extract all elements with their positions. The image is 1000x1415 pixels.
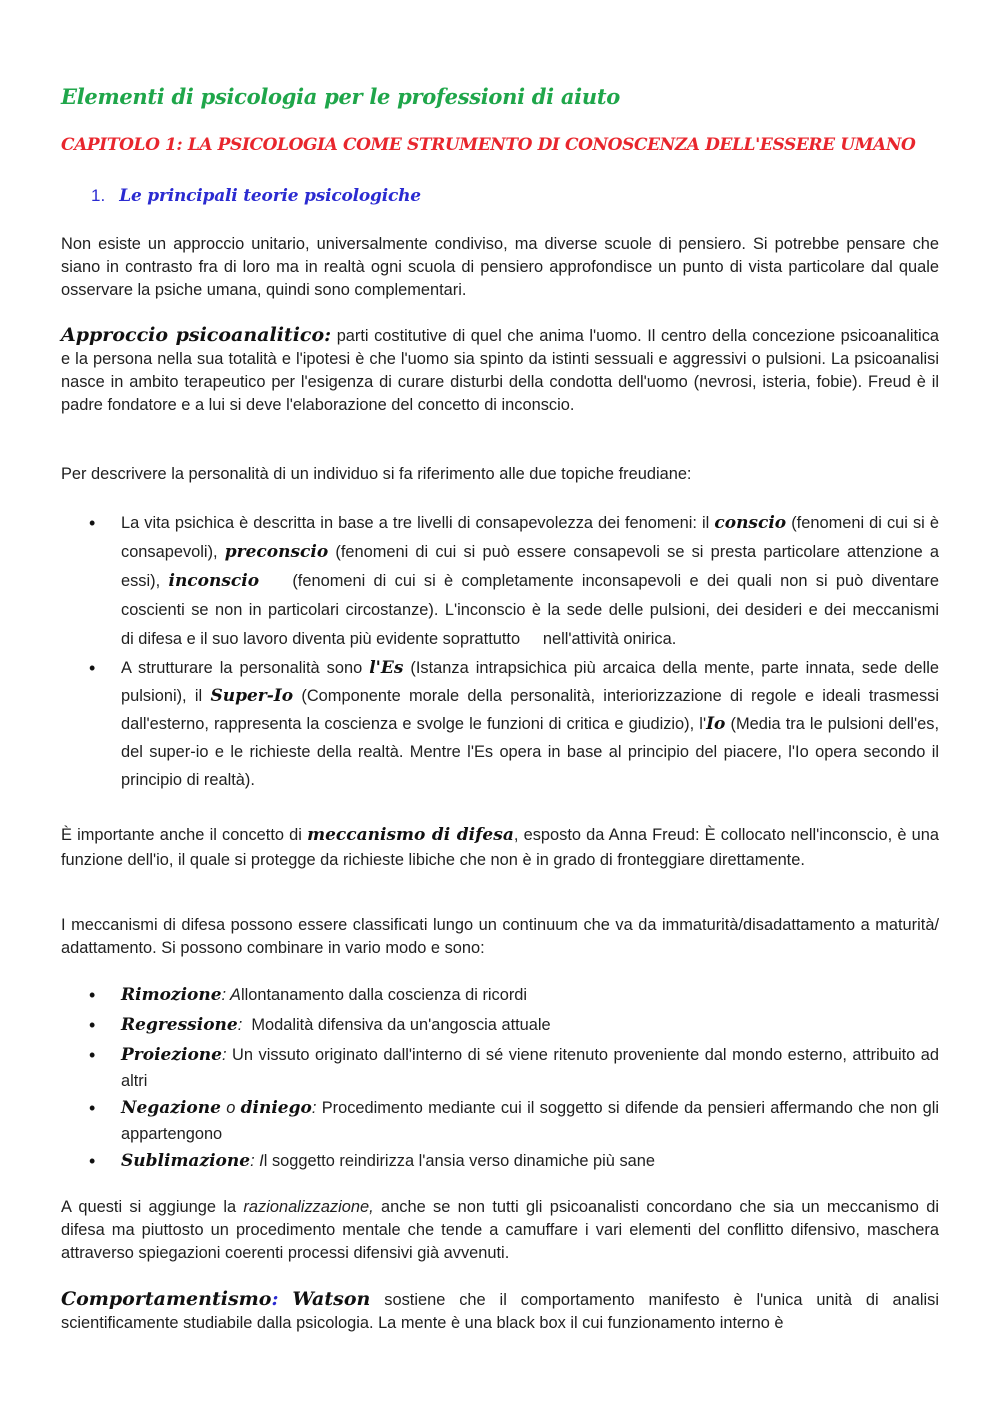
difesa-term: meccanismo di difesa	[307, 825, 514, 845]
chapter-heading: CAPITOLO 1: LA PSICOLOGIA COME STRUMENTO DI CONOSCENZA DELL'ESSERE UMANO	[61, 135, 916, 155]
difesa-paragraph: È importante anche il concetto di meccanismo di difesa, esposto da Anna Freud: È collocato nell'inconscio, è una funzione dell'io, il quale si protegge da richieste libiche che non è in grado di fronteggiare direttamente.	[61, 825, 939, 869]
list-item: • A strutturare la personalità sono l'Es (Istanza intrapsichica più arcaica della mente, parte innata, sede delle pulsioni), il Super-Io (Componente morale della personalità, interiorizzazione di regole e ideali trasmessi dall'esterno, rappresenta la coscienza e svolge le funzioni di critica e giudizio), l'Io (Media tra le pulsioni dell'es, del super-io e le richieste della realtà. Mentre l'Es opera in base al principio del piacere, l'Io opera secondo il principio di realtà).	[61, 654, 939, 794]
list-item: • Proiezione: Un vissuto originato dall'interno di sé viene ritenuto proveniente dal mondo esterno, attribuito ad altri	[61, 1042, 939, 1094]
preconscio-term: preconscio	[224, 542, 329, 562]
inconscio-term: inconscio	[168, 571, 260, 591]
section-title: Le principali teorie psicologiche	[119, 186, 421, 206]
razionalizzazione-term: razionalizzazione,	[243, 1198, 374, 1216]
list-item: • Negazione o diniego: Procedimento mediante cui il soggetto si difende da pensieri affermando che non gli appartengono	[61, 1095, 939, 1147]
list-item: • Rimozione: Allontanamento dalla coscienza di ricordi	[61, 982, 939, 1008]
psicoanalitico-term: Approccio psicoanalitico:	[61, 324, 332, 346]
psicoanalitico-paragraph	[61, 324, 939, 417]
section-heading	[91, 186, 421, 206]
topiche-list	[61, 509, 971, 794]
section-number: 1.	[91, 186, 106, 205]
comportamentismo-paragraph: Comportamentismo: Watson sostiene che il comportamento manifesto è l'unica unità di analisi scientificamente studiabile dalla psicologia. La mente è una black box il cui funzionamento interno è	[61, 1288, 939, 1332]
classificati-paragraph: I meccanismi di difesa possono essere classificati lungo un continuum che va da immaturità/disadattamento a maturità/ adattamento. Si possono combinare in vario modo e sono:	[61, 916, 939, 957]
meccanismi-list	[61, 982, 939, 1174]
razionalizzazione-paragraph: A questi si aggiunge la razionalizzazione, anche se non tutti gli psicoanalisti concordano che sia un meccanismo di difesa ma piuttosto un procedimento mentale che tende a camuffare i vari elementi del conflitto difensivo, maschera attraverso spiegazioni coerenti processi difensivi già avvenuti.	[61, 1198, 939, 1262]
watson-term: Watson	[292, 1288, 371, 1310]
comportamentismo-term: Comportamentismo	[61, 1288, 272, 1310]
list-item: • La vita psichica è descritta in base a tre livelli di consapevolezza dei fenomeni: il conscio (fenomeni di cui si è consapevoli), preconscio (fenomeni di cui si può essere consapevoli se si presta particolare attenzione a essi), inconscio (fenomeni di cui si è completamente inconsapevoli e dei quali non si può diventare coscienti se non in particolari circostanze). L'inconscio è la sede delle pulsioni, dei desideri e dei meccanismi di difesa e il suo lavoro diventa più evidente soprattutto nell'attività onirica.	[61, 509, 939, 654]
list-item: • Regressione: Modalità difensiva da un'angoscia attuale	[61, 1012, 939, 1038]
psicoanalitico-text: parti costitutive di quel che anima l'uomo. Il centro della concezione psicoanalitica e la persona nella sua totalità e l'ipotesi è che l'uomo sia spinto da istinti sessuali e aggressivi o pulsioni. La psicoanalisi nasce in ambito terapeutico per l'esigenza di curare disturbi della condotta dell'uomo (nevrosi, isteria, fobie). Freud è il padre fondatore e a lui si deve l'elaborazione del concetto di inconscio.	[61, 327, 940, 414]
document-title: Elementi di psicologia per le professioni di aiuto	[61, 84, 620, 109]
io-term: Io	[706, 714, 726, 734]
list-item: • Sublimazione: Il soggetto reindirizza l'ansia verso dinamiche più sane	[61, 1148, 939, 1174]
topiche-paragraph: Per descrivere la personalità di un individuo si fa riferimento alle due topiche freudiane:	[61, 465, 692, 483]
conscio-term: conscio	[714, 513, 787, 533]
superio-term: Super-Io	[210, 686, 294, 706]
es-term: l'Es	[369, 658, 404, 678]
intro-paragraph: Non esiste un approccio unitario, universalmente condiviso, ma diverse scuole di pensiero. Si potrebbe pensare che siano in contrasto fra di loro ma in realtà ogni scuola di pensiero approfondisce un punto di vista particolare dal quale osservare la psiche umana, quindi sono complementari.	[61, 235, 939, 299]
